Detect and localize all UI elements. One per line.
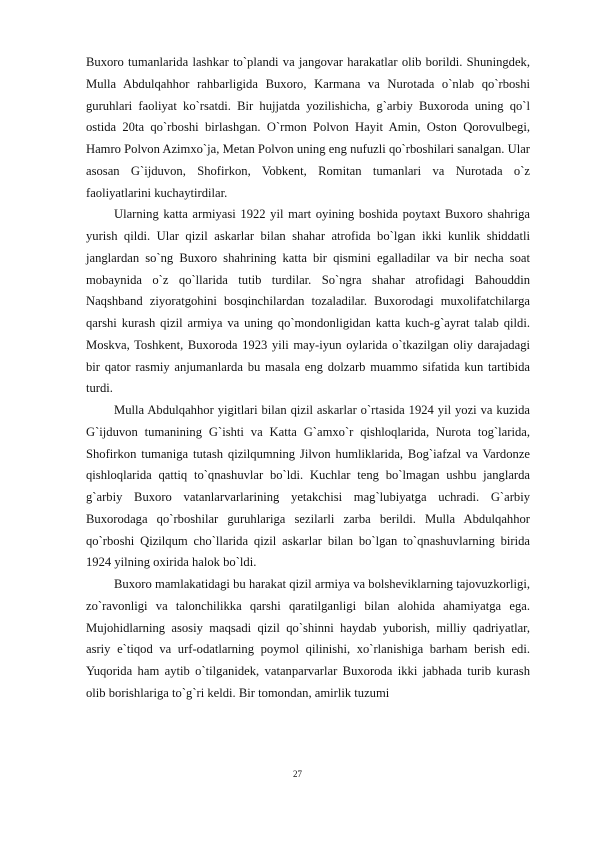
- paragraph-4: Buxoro mamlakatidagi bu harakat qizil armiya va bolsheviklarning tajovuzkorligi, zo`ravonligi va talonchilikka qarshi qaratilganligi bilan alohida ahamiyatga ega. Mujohidlarning asosiy maqsadi qizil qo`shinni haydab yuborish, milliy qadriyatlar, asriy e`tiqod va urf-odatlarning poymol qilinishi, xo`rlanishiga barham berish edi. Yuqorida ham aytib o`tilganidek, vatanparvarlar Buxoroda ikki jabhada turib kurash olib borishlariga to`g`ri keldi. Bir tomondan, amirlik tuzumi: [86, 577, 530, 700]
- page-number: 27: [293, 769, 302, 779]
- paragraph-2: Ularning katta armiyasi 1922 yil mart oyining boshida poytaxt Buxoro shahriga yurish qildi. Ular qizil askarlar bilan shahar atrofida bo`lgan ikki kunlik shiddatli janglardan so`ng Buxoro shahrining katta bir qismini egalladilar va bir necha soat mobaynida o`z qo`llarida tutib turdilar. So`ngra shahar atrofidagi Bahouddin Naqshband ziyoratgohini bosqinchilardan tozaladilar. Buxorodagi muxolifatchilarga qarshi kurash qizil armiya va uning qo`mondonligidan katta kuch-g`ayrat talab qildi. Moskva, Toshkent, Buxoroda 1923 yili may-iyun oylarida o`tkazilgan oliy darajadagi bir qator rasmiy anjumanlarda bu masala eng dolzarb muammo sifatida kun tartibida turdi.: [86, 207, 530, 396]
- paragraph-3: Mulla Abdulqahhor yigitlari bilan qizil askarlar o`rtasida 1924 yil yozi va kuzida G`ijduvon tumanining G`ishti va Katta G`amxo`r qishloqlarida, Nurota tog`larida, Shofirkon tumaniga tutash qizilqumning Jilvon humliklarida, Bog`iafzal va Vardonze qishloqlarida qattiq to`qnashuvlar bo`ldi. Kuchlar teng bo`lmagan ushbu janglarda g`arbiy Buxoro vatanlarvarlarining yetakchisi mag`lubiyatga uchradi. G`arbiy Buxorodaga qo`rboshilar guruhlariga sezilarli zarba berildi. Mulla Abdulqahhor qo`rboshi Qizilqum cho`llarida qizil askarlar bilan bo`lgan to`qnashuvlarning birida 1924 yilning oxirida halok bo`ldi.: [86, 403, 530, 570]
- document-page: [86, 52, 530, 705]
- paragraph-1: Buxoro tumanlarida lashkar to`plandi va jangovar harakatlar olib borildi. Shuningdek, Mulla Abdulqahhor rahbarligida Buxoro, Karmana va Nurotada o`nlab qo`rboshi guruhlari faoliyat ko`rsatdi. Bir hujjatda yozilishicha, g`arbiy Buxoroda uning qo`l ostida 20ta qo`rboshi birlashgan. O`rmon Polvon Hayit Amin, Oston Qorovulbegi, Hamro Polvon Azimxo`ja, Metan Polvon uning eng nufuzli qo`rboshilari sanalgan. Ular asosan G`ijduvon, Shofirkon, Vobkent, Romitan tumanlari va Nurotada o`z faoliyatlarini kuchaytirdilar.: [86, 55, 530, 200]
